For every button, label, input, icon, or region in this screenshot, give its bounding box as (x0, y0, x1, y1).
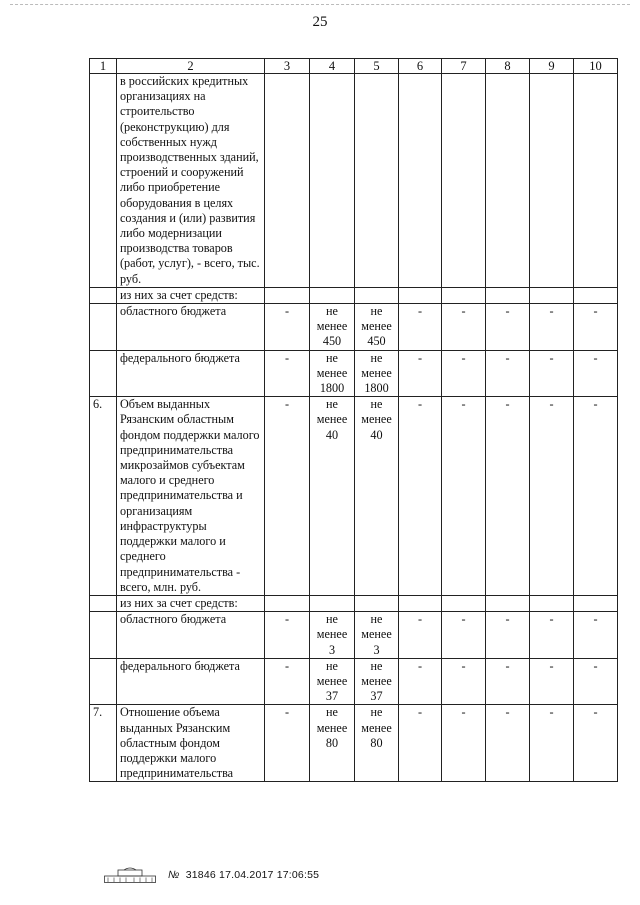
value-cell: - (486, 612, 530, 659)
value-cell (530, 595, 574, 611)
value-cell: не менее 37 (310, 658, 355, 705)
registration-info (168, 869, 319, 881)
value-cell: не менее 40 (355, 397, 399, 596)
column-number-row (90, 59, 618, 74)
value-cell (310, 287, 355, 303)
row-number (90, 350, 117, 397)
value-cell: - (530, 350, 574, 397)
value-cell: - (574, 658, 618, 705)
value-cell: не менее 40 (310, 397, 355, 596)
value-cell: - (265, 304, 310, 351)
value-cell: - (442, 304, 486, 351)
value-cell: - (265, 350, 310, 397)
value-cell: - (442, 612, 486, 659)
value-cell: не менее 80 (310, 705, 355, 782)
table-row (90, 658, 618, 705)
value-cell: - (574, 705, 618, 782)
indicator-name: областного бюджета (117, 612, 265, 659)
indicator-name: областного бюджета (117, 304, 265, 351)
value-cell: не менее 80 (355, 705, 399, 782)
value-cell: - (399, 350, 442, 397)
indicator-name: федерального бюджета (117, 658, 265, 705)
indicators-table (89, 58, 618, 782)
value-cell (442, 74, 486, 288)
value-cell: не менее 3 (355, 612, 399, 659)
value-cell (399, 287, 442, 303)
value-cell: - (530, 705, 574, 782)
value-cell: - (530, 397, 574, 596)
table-row (90, 397, 618, 596)
value-cell: - (574, 350, 618, 397)
value-cell: не менее 450 (355, 304, 399, 351)
value-cell: - (574, 397, 618, 596)
value-cell: не менее 3 (310, 612, 355, 659)
value-cell (399, 595, 442, 611)
timestamp: 17.04.2017 17:06:55 (219, 869, 320, 881)
value-cell: - (399, 397, 442, 596)
table-row (90, 705, 618, 782)
value-cell: - (574, 612, 618, 659)
indicator-name: Объем выданных Рязанским областным фондом поддержки малого предпринимательства микрозаймов субъектам малого и среднего предпринимательства и организациям инфраструктуры поддержки малого и среднего предпринимательства - всего, млн. руб. (117, 397, 265, 596)
value-cell: - (486, 658, 530, 705)
value-cell (355, 595, 399, 611)
value-cell: - (399, 612, 442, 659)
value-cell (310, 74, 355, 288)
row-number: 7. (90, 705, 117, 782)
indicator-name: Отношение объема выданных Рязанским областным фондом поддержки малого предпринимательства (117, 705, 265, 782)
header-cell: 3 (265, 59, 310, 74)
value-cell (574, 287, 618, 303)
value-cell: - (530, 612, 574, 659)
value-cell: - (399, 658, 442, 705)
value-cell: - (530, 304, 574, 351)
value-cell: - (265, 658, 310, 705)
header-cell: 8 (486, 59, 530, 74)
row-number (90, 658, 117, 705)
value-cell (574, 595, 618, 611)
header-cell: 5 (355, 59, 399, 74)
value-cell (574, 74, 618, 288)
header-cell: 7 (442, 59, 486, 74)
row-number (90, 612, 117, 659)
value-cell: - (265, 397, 310, 596)
document-footer (104, 867, 319, 883)
indicator-name: федерального бюджета (117, 350, 265, 397)
value-cell (265, 287, 310, 303)
doc-id: 31846 (185, 869, 216, 881)
value-cell: - (442, 658, 486, 705)
value-cell (486, 74, 530, 288)
value-cell: - (442, 705, 486, 782)
value-cell: не менее 450 (310, 304, 355, 351)
building-stamp-icon (104, 867, 156, 883)
indicator-name: в российских кредитных организациях на строительство (реконструкцию) для собственных нужд производственных зданий, строений и сооружений либо приобретение оборудования в целях создания и (или) развития либо модернизации производства товаров (работ, услуг), - всего, тыс. руб. (117, 74, 265, 288)
value-cell: - (486, 705, 530, 782)
value-cell: - (265, 705, 310, 782)
table-row (90, 612, 618, 659)
value-cell: - (574, 304, 618, 351)
value-cell (265, 595, 310, 611)
number-sign: № (168, 869, 180, 881)
value-cell: - (486, 350, 530, 397)
table-row (90, 304, 618, 351)
value-cell (530, 74, 574, 288)
value-cell (442, 287, 486, 303)
value-cell: - (530, 658, 574, 705)
value-cell: - (486, 304, 530, 351)
row-number (90, 595, 117, 611)
row-number (90, 74, 117, 288)
value-cell: - (399, 304, 442, 351)
value-cell (310, 595, 355, 611)
value-cell (355, 74, 399, 288)
header-cell: 10 (574, 59, 618, 74)
row-number: 6. (90, 397, 117, 596)
table-row (90, 74, 618, 288)
row-number (90, 304, 117, 351)
value-cell: не менее 1800 (310, 350, 355, 397)
top-scan-border (10, 4, 630, 5)
value-cell (442, 595, 486, 611)
value-cell (399, 74, 442, 288)
indicator-name: из них за счет средств: (117, 287, 265, 303)
value-cell: - (265, 612, 310, 659)
value-cell: - (442, 397, 486, 596)
page-number: 25 (312, 14, 328, 30)
value-cell (355, 287, 399, 303)
value-cell (486, 287, 530, 303)
value-cell: не менее 37 (355, 658, 399, 705)
value-cell (530, 287, 574, 303)
value-cell (486, 595, 530, 611)
value-cell: - (399, 705, 442, 782)
row-number (90, 287, 117, 303)
header-cell: 4 (310, 59, 355, 74)
header-cell: 9 (530, 59, 574, 74)
table-row (90, 595, 618, 611)
header-cell: 1 (90, 59, 117, 74)
value-cell: - (442, 350, 486, 397)
value-cell (265, 74, 310, 288)
header-cell: 6 (399, 59, 442, 74)
table-row (90, 287, 618, 303)
value-cell: - (486, 397, 530, 596)
table-row (90, 350, 618, 397)
indicator-name: из них за счет средств: (117, 595, 265, 611)
value-cell: не менее 1800 (355, 350, 399, 397)
header-cell: 2 (117, 59, 265, 74)
